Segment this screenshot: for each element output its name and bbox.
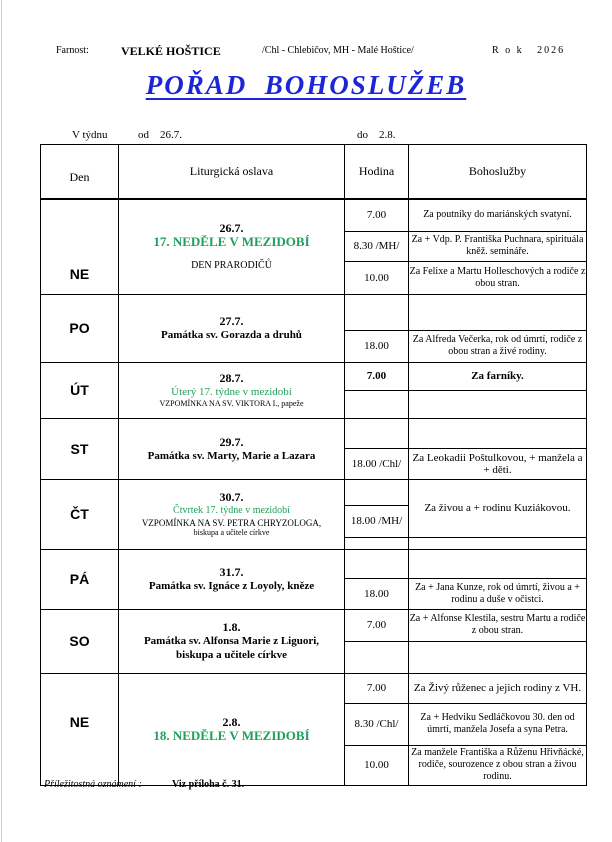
week-from: 26.7. xyxy=(160,129,182,141)
col-hour: Hodina xyxy=(345,145,409,200)
week-label: V týdnu xyxy=(72,129,108,141)
hour-cell: 10.00 xyxy=(345,261,409,294)
col-services: Bohoslužby xyxy=(409,145,587,200)
hour-cell: 18.00 /MH/ xyxy=(345,505,409,537)
service-cell: Za Alfreda Večerka, rok od úmrtí, rodiče z obou stran a živé rodiny. xyxy=(409,330,587,362)
feast-title: Památka sv. Gorazda a druhů xyxy=(161,329,302,341)
hour-cell xyxy=(345,479,409,505)
feast-subtitle: biskupa a učitele církve xyxy=(176,649,287,661)
service-cell: Za + Vdp. P. Františka Puchnara, spirituála kněž. semináře. xyxy=(409,231,587,261)
sunday-title: 17. NEDĚLE V MEZIDOBÍ xyxy=(153,233,310,249)
service-cell xyxy=(409,390,587,418)
service-cell: Za farníky. xyxy=(409,362,587,390)
table-row xyxy=(41,673,587,703)
service-cell xyxy=(409,641,587,673)
service-cell xyxy=(409,549,587,578)
feast-note: VZPOMÍNKA NA SV. VIKTORA I., papeže xyxy=(159,399,304,408)
table-row xyxy=(41,609,587,641)
page-title: POŘAD BOHOSLUŽEB xyxy=(145,70,467,100)
year: R o k 2026 xyxy=(492,45,566,56)
liturgy-cell xyxy=(119,362,345,418)
hour-cell: 10.00 xyxy=(345,745,409,785)
day-name: ST xyxy=(41,418,119,479)
liturgy-cell xyxy=(119,479,345,549)
day-date: 27.7. xyxy=(219,314,244,328)
day-date: 29.7. xyxy=(219,434,244,449)
hour-cell: 7.00 xyxy=(345,199,409,231)
service-cell: Za manžele Františka a Růženu Hřivňácké, rodiče, sourozence z obou stran a živou rodinu. xyxy=(409,745,587,785)
service-cell: Za + Hedviku Sedláčkovou 30. den od úmrtí, manžela Josefa a syna Petra. xyxy=(409,703,587,745)
hour-cell: 18.00 xyxy=(345,330,409,362)
day-date: 2.8. xyxy=(222,715,241,729)
feast-title: Památka sv. Alfonsa Marie z Liguori, xyxy=(143,635,320,647)
service-cell: Za Leokadii Poštulkovou, + manžela a + děti. xyxy=(409,448,587,479)
day-date: 31.7. xyxy=(219,565,244,579)
day-name: NE xyxy=(41,199,119,294)
week-to: 2.8. xyxy=(379,129,396,141)
day-name: SO xyxy=(41,609,119,673)
day-date: 26.7. xyxy=(219,220,244,235)
table-row xyxy=(41,294,587,330)
service-cell: Za Živý růženec a jejich rodiny z VH. xyxy=(409,673,587,703)
service-cell xyxy=(409,418,587,448)
col-day: Den xyxy=(41,145,119,200)
liturgy-cell xyxy=(119,294,345,362)
hour-cell xyxy=(345,537,409,549)
liturgy-cell xyxy=(119,549,345,609)
service-cell: Za poutníky do mariánských svatyní. xyxy=(409,199,587,231)
day-date: 1.8. xyxy=(222,620,241,634)
liturgy-cell xyxy=(119,199,345,294)
parish-name: VELKÉ HOŠTICE xyxy=(121,44,221,58)
hour-cell xyxy=(345,549,409,578)
feast-note-2: biskupa a učitele církve xyxy=(193,528,270,537)
day-name: NE xyxy=(41,673,119,785)
service-cell: Za + Jana Kunze, rok od úmrtí, živou a + rodinu a duše v očistci. xyxy=(409,578,587,609)
schedule-table xyxy=(40,144,587,786)
feast-note: DEN PRARODIČŮ xyxy=(191,259,272,271)
table-row xyxy=(41,549,587,578)
hour-cell xyxy=(345,418,409,448)
footer-value: Viz příloha č. 31. xyxy=(172,779,245,790)
week-to-label: do xyxy=(357,129,368,141)
hour-cell: 18.00 xyxy=(345,578,409,609)
service-cell: Za Felixe a Martu Holleschových a rodiče z obou stran. xyxy=(409,261,587,294)
week-from-label: od xyxy=(138,129,149,141)
hour-cell xyxy=(345,641,409,673)
feast-title: Úterý 17. týdne v mezidobí xyxy=(171,386,292,398)
day-name: PÁ xyxy=(41,549,119,609)
service-cell xyxy=(409,294,587,330)
day-name: ČT xyxy=(41,479,119,549)
feast-title: Památka sv. Marty, Marie a Lazara xyxy=(147,449,316,462)
liturgy-cell xyxy=(119,418,345,479)
footer-label: Příležitostná oznámení : xyxy=(44,779,142,790)
table-row xyxy=(41,418,587,448)
hour-cell: 8.30 /MH/ xyxy=(345,231,409,261)
hour-cell xyxy=(345,294,409,330)
table-row xyxy=(41,479,587,505)
hour-cell: 8.30 /Chl/ xyxy=(345,703,409,745)
hour-cell: 18.00 /Chl/ xyxy=(345,448,409,479)
day-date: 28.7. xyxy=(219,371,244,385)
hour-cell: 7.00 xyxy=(345,362,409,390)
col-liturgy: Liturgická oslava xyxy=(119,145,345,200)
day-date: 30.7. xyxy=(219,490,244,504)
hour-cell xyxy=(345,390,409,418)
parish-label: Farnost: xyxy=(56,45,89,56)
hour-cell: 7.00 xyxy=(345,609,409,641)
feast-title: Památka sv. Ignáce z Loyoly, kněze xyxy=(148,580,315,592)
page-edge xyxy=(1,0,2,842)
liturgy-cell xyxy=(119,609,345,673)
liturgy-cell xyxy=(119,673,345,785)
service-cell: Za + Alfonse Klestila, sestru Martu a rodiče z obou stran. xyxy=(409,609,587,641)
feast-note: VZPOMÍNKA NA SV. PETRA CHRYZOLOGA, xyxy=(141,518,322,528)
service-cell: Za živou a + rodinu Kuziákovou. xyxy=(409,479,587,537)
day-name: ÚT xyxy=(41,362,119,418)
day-name: PO xyxy=(41,294,119,362)
feast-title: Čtvrtek 17. týdne v mezidobí xyxy=(173,505,290,516)
parish-branches: /Chl - Chlebičov, MH - Malé Hoštice/ xyxy=(262,45,414,56)
service-cell xyxy=(409,537,587,549)
hour-cell: 7.00 xyxy=(345,673,409,703)
table-row xyxy=(41,199,587,231)
table-header-row xyxy=(41,145,587,200)
sunday-title: 18. NEDĚLE V MEZIDOBÍ xyxy=(153,728,310,743)
table-row xyxy=(41,362,587,390)
